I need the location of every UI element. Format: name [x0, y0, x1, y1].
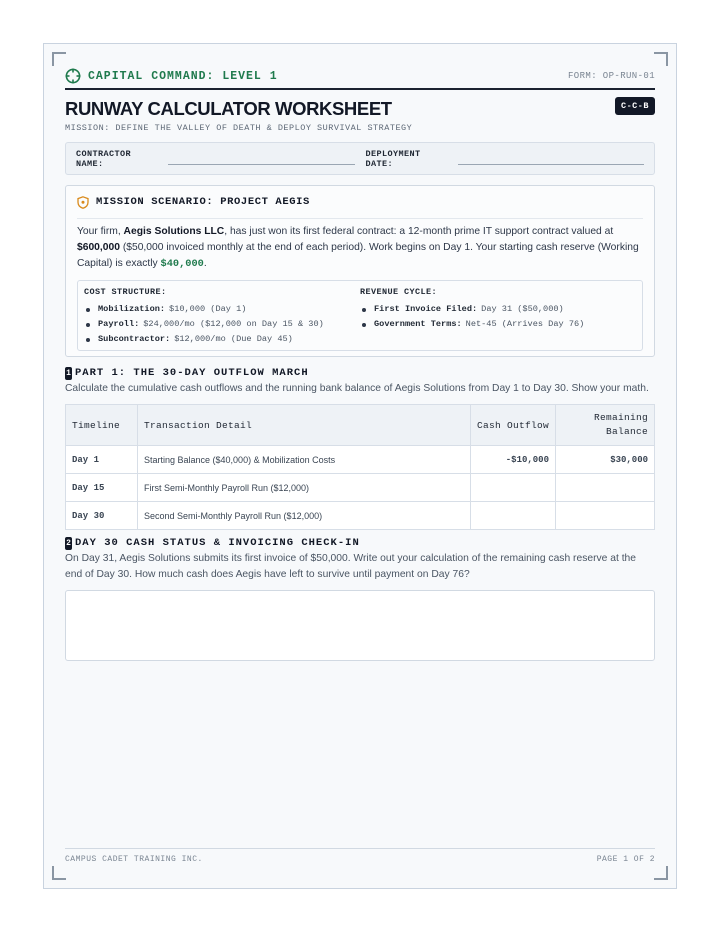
part1-heading: [65, 365, 655, 381]
detail-cell: Second Semi-Monthly Payroll Run ($12,000): [138, 502, 471, 530]
part2-number: 2: [66, 538, 71, 548]
part2-title: DAY 30 CASH STATUS & INVOICING CHECK-IN: [75, 537, 360, 549]
corner-mark: [52, 52, 66, 66]
part1-number: 1: [66, 368, 71, 378]
outflow-input-cell[interactable]: [471, 474, 556, 502]
revenue-cycle-heading: REVENUE CYCLE:: [360, 287, 438, 297]
page-title: RUNWAY CALCULATOR WORKSHEET: [65, 98, 392, 119]
contractor-fields: [65, 142, 655, 175]
starting-cash: $40,000: [160, 258, 204, 270]
form-code: FORM: OP-RUN-01: [567, 71, 655, 81]
page-number: PAGE 1 OF 2: [596, 855, 655, 864]
brand-row: [65, 66, 655, 86]
shield-icon: [77, 196, 89, 209]
balance-input-cell[interactable]: [556, 502, 655, 530]
mission-scenario-box: [65, 185, 655, 357]
table-header-row: [66, 405, 655, 446]
part2-heading: [65, 535, 655, 551]
balance-cell: $30,000: [556, 446, 655, 474]
outflow-cell: -$10,000: [471, 446, 556, 474]
col-transaction-detail: Transaction Detail: [138, 405, 471, 446]
timeline-cell: Day 15: [66, 474, 138, 502]
timeline-cell: Day 30: [66, 502, 138, 530]
contract-value: $600,000: [77, 242, 120, 253]
list-item: Mobilization: $10,000 (Day 1): [84, 302, 360, 317]
detail-cell: First Semi-Monthly Payroll Run ($12,000): [138, 474, 471, 502]
corner-mark: [654, 866, 668, 880]
col-remaining-balance: Remaining Balance: [556, 405, 655, 446]
table-row: [66, 446, 655, 474]
crosshair-icon: [65, 68, 81, 84]
contractor-name-field[interactable]: [168, 153, 354, 165]
scenario-title: MISSION SCENARIO: PROJECT AEGIS: [96, 196, 310, 208]
cost-structure: [84, 287, 360, 350]
part2-instructions: On Day 31, Aegis Solutions submits its first invoice of $50,000. Write out your calculation of the remaining cash reserve at the end of Day 30. How much cash does Aegis have left to survive until payment on Day 76?: [65, 553, 637, 580]
contractor-name-label: CONTRACTOR NAME:: [76, 148, 132, 169]
part1-instructions: Calculate the cumulative cash outflows and the running bank balance of Aegis Solutions from Day 1 to Day 30. Show your math.: [65, 383, 649, 394]
table-row: [66, 474, 655, 502]
balance-input-cell[interactable]: [556, 474, 655, 502]
cash-outflow-table: [65, 404, 655, 530]
detail-cell: Starting Balance ($40,000) & Mobilization Costs: [138, 446, 471, 474]
revenue-cycle: [360, 287, 636, 350]
cost-structure-heading: COST STRUCTURE:: [84, 287, 167, 297]
outflow-input-cell[interactable]: [471, 502, 556, 530]
list-item: Government Terms: Net-45 (Arrives Day 76): [360, 317, 636, 332]
scenario-paragraph: Your firm, Aegis Solutions LLC, has just won its first federal contract: a 12-month prime IT support contract valued at $600,000 ($50,000 invoiced monthly at the end of each period). Work begins on Day 1. Your starting cash reserve (Working Capital) is exactly $40,000.: [77, 226, 639, 270]
footer-divider: [65, 848, 655, 849]
corner-mark: [52, 866, 66, 880]
footer: [65, 855, 655, 867]
footer-org: CAMPUS CADET TRAINING INC.: [65, 855, 203, 864]
mission-subtitle: MISSION: DEFINE THE VALLEY OF DEATH & DEPLOY SURVIVAL STRATEGY: [65, 123, 413, 133]
cost-revenue-box: [77, 280, 643, 351]
firm-name: Aegis Solutions LLC: [123, 226, 225, 237]
deployment-date-label: DEPLOYMENT DATE:: [365, 148, 421, 169]
header-divider: [65, 88, 655, 90]
col-cash-outflow: Cash Outflow: [471, 405, 556, 446]
brand-title: CAPITAL COMMAND: LEVEL 1: [88, 69, 278, 83]
worksheet-page: [43, 43, 677, 889]
timeline-cell: Day 1: [66, 446, 138, 474]
answer-box[interactable]: [65, 590, 655, 661]
form-badge: C-C-B: [615, 97, 655, 115]
corner-mark: [654, 52, 668, 66]
list-item: Subcontractor: $12,000/mo (Due Day 45): [84, 332, 360, 347]
scenario-header: [77, 186, 643, 219]
deployment-date-field[interactable]: [458, 153, 644, 165]
table-row: [66, 502, 655, 530]
part1-title: PART 1: THE 30-DAY OUTFLOW MARCH: [75, 367, 309, 379]
col-timeline: Timeline: [66, 405, 138, 446]
list-item: Payroll: $24,000/mo ($12,000 on Day 15 & 30): [84, 317, 360, 332]
list-item: First Invoice Filed: Day 31 ($50,000): [360, 302, 636, 317]
